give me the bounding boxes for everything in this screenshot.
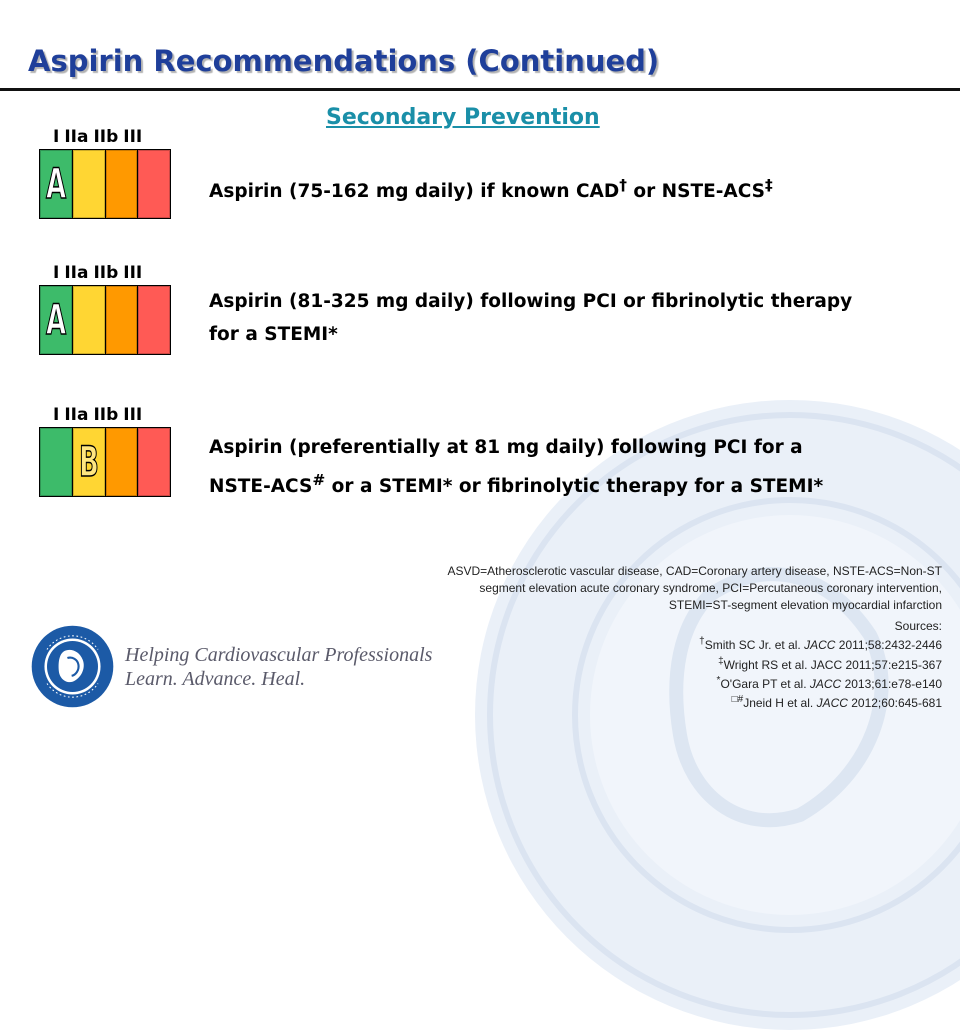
class-header-iii: III: [123, 405, 143, 425]
class-header-i: I: [53, 263, 60, 283]
class-header-iia: IIa: [64, 127, 89, 147]
class-i-box: [40, 428, 73, 496]
class-level-badge: [39, 149, 171, 219]
class-iia-box: [73, 286, 106, 354]
sources-list: [642, 619, 942, 711]
class-iii-box: [138, 150, 170, 218]
abbreviations-footnote: ASVD=Atherosclerotic vascular disease, CAD=Coronary artery disease, NSTE-ACS=Non-ST segment elevation acute coronary syndrome, PCI=Percutaneous coronary intervention, STEMI=ST-segment elevation myocardial infarction: [447, 564, 942, 612]
acc-logo-icon: [30, 624, 115, 709]
class-iib-box: [106, 150, 139, 218]
recommendation-text: [209, 431, 823, 503]
source-text: 2012;60:645-681: [847, 696, 942, 711]
class-iib-box: [106, 428, 139, 496]
rec-text-line: Aspirin (81-325 mg daily) following PCI or fibrinolytic therapy: [209, 291, 853, 312]
footnote-mark: †: [699, 636, 705, 648]
class-headers: [53, 405, 147, 425]
class-header-iia: IIa: [64, 263, 89, 283]
rec-text-part: Aspirin (75-162 mg daily) if known CAD: [209, 181, 620, 203]
rec-text-line: Aspirin (preferentially at 81 mg daily) following PCI for a: [209, 437, 803, 458]
recommendation-2: [0, 263, 960, 373]
level-of-evidence: A: [46, 295, 67, 344]
source-item: [642, 673, 942, 692]
level-of-evidence: B: [78, 437, 99, 486]
class-headers: [53, 263, 147, 283]
class-iib-box: [106, 286, 139, 354]
source-journal: JACC: [816, 696, 848, 711]
class-iia-box: [73, 428, 106, 496]
class-level-badge: [39, 285, 171, 355]
footnote-mark: ‡: [718, 655, 724, 667]
rec-text-line: for a STEMI*: [209, 324, 338, 345]
rec-text-part: or a STEMI* or fibrinolytic therapy for a STEMI*: [325, 476, 824, 498]
class-iii-box: [138, 286, 170, 354]
source-journal: JACC: [809, 676, 842, 691]
recommendation-text: [209, 285, 852, 351]
class-i-box: [40, 286, 73, 354]
class-iia-box: [73, 150, 106, 218]
source-text: Jneid H et al.: [743, 696, 817, 711]
tagline-line: Learn. Advance. Heal.: [125, 668, 306, 690]
class-i-box: [40, 150, 73, 218]
source-text: O'Gara PT et al.: [720, 676, 810, 691]
tagline-line: Helping Cardiovascular Professionals: [125, 644, 433, 666]
source-text: Wright RS et al. JACC 2011;57:e215-367: [723, 657, 942, 672]
section-subtitle: Secondary Prevention: [326, 105, 600, 130]
footnote-mark: #: [312, 471, 326, 489]
class-iii-box: [138, 428, 170, 496]
class-header-i: I: [53, 405, 60, 425]
source-item: [642, 692, 942, 711]
class-level-badge: [39, 427, 171, 497]
class-header-iii: III: [123, 127, 143, 147]
class-headers: [53, 127, 147, 147]
recommendation-text: [209, 169, 773, 208]
source-text: Smith SC Jr. et al.: [704, 638, 805, 653]
class-header-iib: IIb: [93, 405, 119, 425]
source-item: [642, 654, 942, 673]
source-text: 2011;58:2432-2446: [835, 638, 942, 653]
source-journal: JACC: [804, 638, 836, 653]
rec-text-line: [209, 464, 823, 503]
class-header-iib: IIb: [93, 263, 119, 283]
class-header-i: I: [53, 127, 60, 147]
source-item: [642, 634, 942, 653]
class-header-iia: IIa: [64, 405, 89, 425]
sources-label: Sources:: [894, 619, 942, 633]
recommendation-3: [0, 405, 960, 515]
rec-text-part: NSTE-ACS: [209, 476, 313, 498]
footnote-mark: †: [619, 176, 627, 194]
footnote-mark: ‡: [764, 176, 773, 194]
recommendation-1: [0, 127, 960, 237]
rec-text-part: or NSTE-ACS: [626, 181, 765, 203]
slide-title: Aspirin Recommendations (Continued): [28, 44, 660, 78]
class-header-iii: III: [123, 263, 143, 283]
source-text: 2013;61:e78-e140: [841, 676, 942, 691]
footnote-mark: □#: [731, 694, 744, 706]
acc-tagline: [125, 643, 432, 691]
level-of-evidence: A: [46, 159, 67, 208]
footnote-mark: *: [716, 674, 721, 686]
title-divider: [0, 88, 960, 91]
class-header-iib: IIb: [93, 127, 119, 147]
